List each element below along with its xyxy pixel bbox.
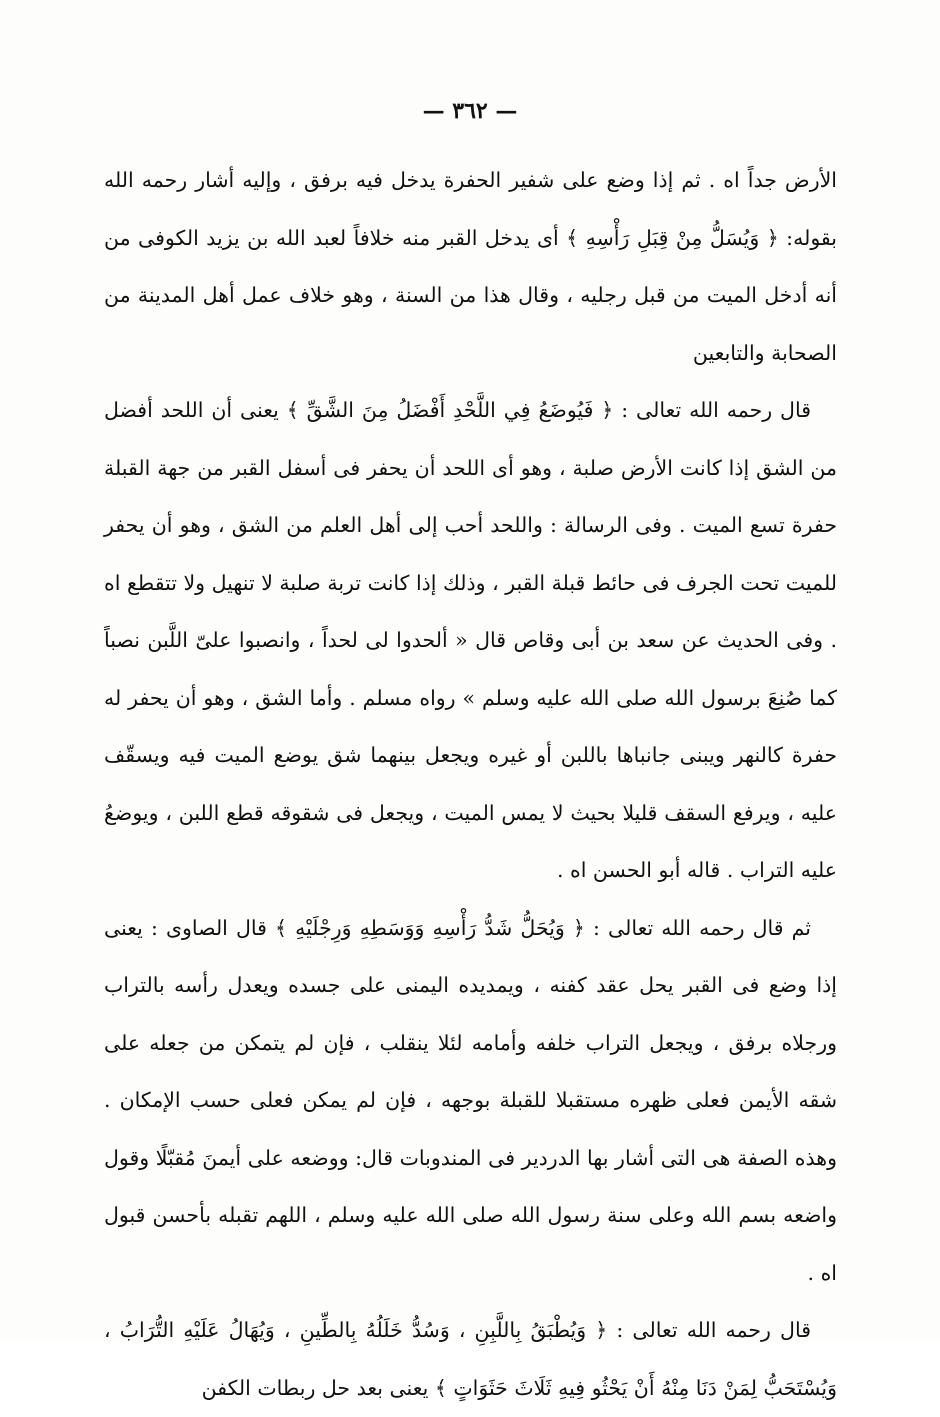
paragraph-2: قال رحمه الله تعالى : ﴿ فَيُوضَعُ فِي اللَّحْدِ أَفْضَلُ مِنَ الشَّقِّ ﴾ يعنى أن اللحد أفضل من الشق إذا كانت الأرض صلبة ، وهو أى اللحد أن يحفر فى أسفل القبر من جهة القبلة حفرة تسع الميت . وفى الرسالة : واللحد أحب إلى أهل العلم من الشق ، وهو أن يحفر للميت تحت الجرف فى حائط قبلة القبر ، وذلك إذا كانت تربة صلبة لا تنهيل ولا تتقطع اه . وفى الحديث عن سعد بن أبى وقاص قال « ألحدوا لى لحداً ، وانصبوا علىّ اللَّبن نصباً كما صُنِعَ برسول الله صلى الله عليه وسلم » رواه مسلم . وأما الشق ، وهو أن يحفر له حفرة كالنهر ويبنى جانباها باللبن أو غيره ويجعل بينهما شق يوضع الميت فيه ويسقّف عليه ، ويرفع السقف قليلا بحيث لا يمس الميت ، ويجعل فى شقوقه قطع اللبن ، ويوضعُ عليه التراب . قاله أبو الحسن اه . [104, 398, 838, 882]
page-number: — ٣٦٢ — [422, 98, 518, 124]
paragraph-1: الأرض جداً اه . ثم إذا وضع على شفير الحفرة يدخل فيه برفق ، وإليه أشار رحمه الله بقوله: ﴿ وَيُسَلُّ مِنْ قِبَلِ رَأْسِهِ ﴾ أى يدخل القبر منه خلافاً لعبد الله بن يزيد الكوفى من أنه أدخل الميت من قبل رجليه ، وقال هذا من السنة ، وهو خلاف عمل أهل المدينة من الصحابة والتابعين [104, 168, 837, 365]
paragraph-3: ثم قال رحمه الله تعالى : ﴿ وَيُحَلُّ شَدُّ رَأْسِهِ وَوَسَطِهِ وَرِجْلَيْهِ ﴾ قال الصاوى : يعنى إذا وضع فى القبر يحل عقد كفنه ، ويمديده اليمنى على جسده ويعدل رأسه بالتراب ورجلاه برفق ، ويجعل التراب خلفه وأمامه لئلا ينقلب ، فإن لم يتمكن من جعله على شقه الأيمن فعلى ظهره مستقبلا للقبلة بوجهه ، فإن لم يمكن فعلى حسب الإمكان . وهذه الصفة هى التى أشار بها الدردير فى المندوبات قال: ووضعه على أيمنَ مُقبّلًا وقول واضعه بسم الله وعلى سنة رسول الله صلى الله عليه وسلم ، اللهم تقبله بأحسن قبول اه . [104, 915, 837, 1285]
paragraph-4: قال رحمه الله تعالى : ﴿ وَيُطْبَقُ بِاللَّبِنِ ، وَسُدُّ خَلَلُهُ بِالطِّينِ ، وَيُهَالُ عَلَيْهِ التُّرَابُ ، وَيُسْتَحَبُّ لِمَنْ دَنَا مِنْهُ أَنْ يَحْثُو فِيهِ ثَلَاثَ حَثَوَاتٍ ﴾ يعنى بعد حل ربطات الكفن [104, 1318, 837, 1400]
body-text [104, 152, 838, 1400]
